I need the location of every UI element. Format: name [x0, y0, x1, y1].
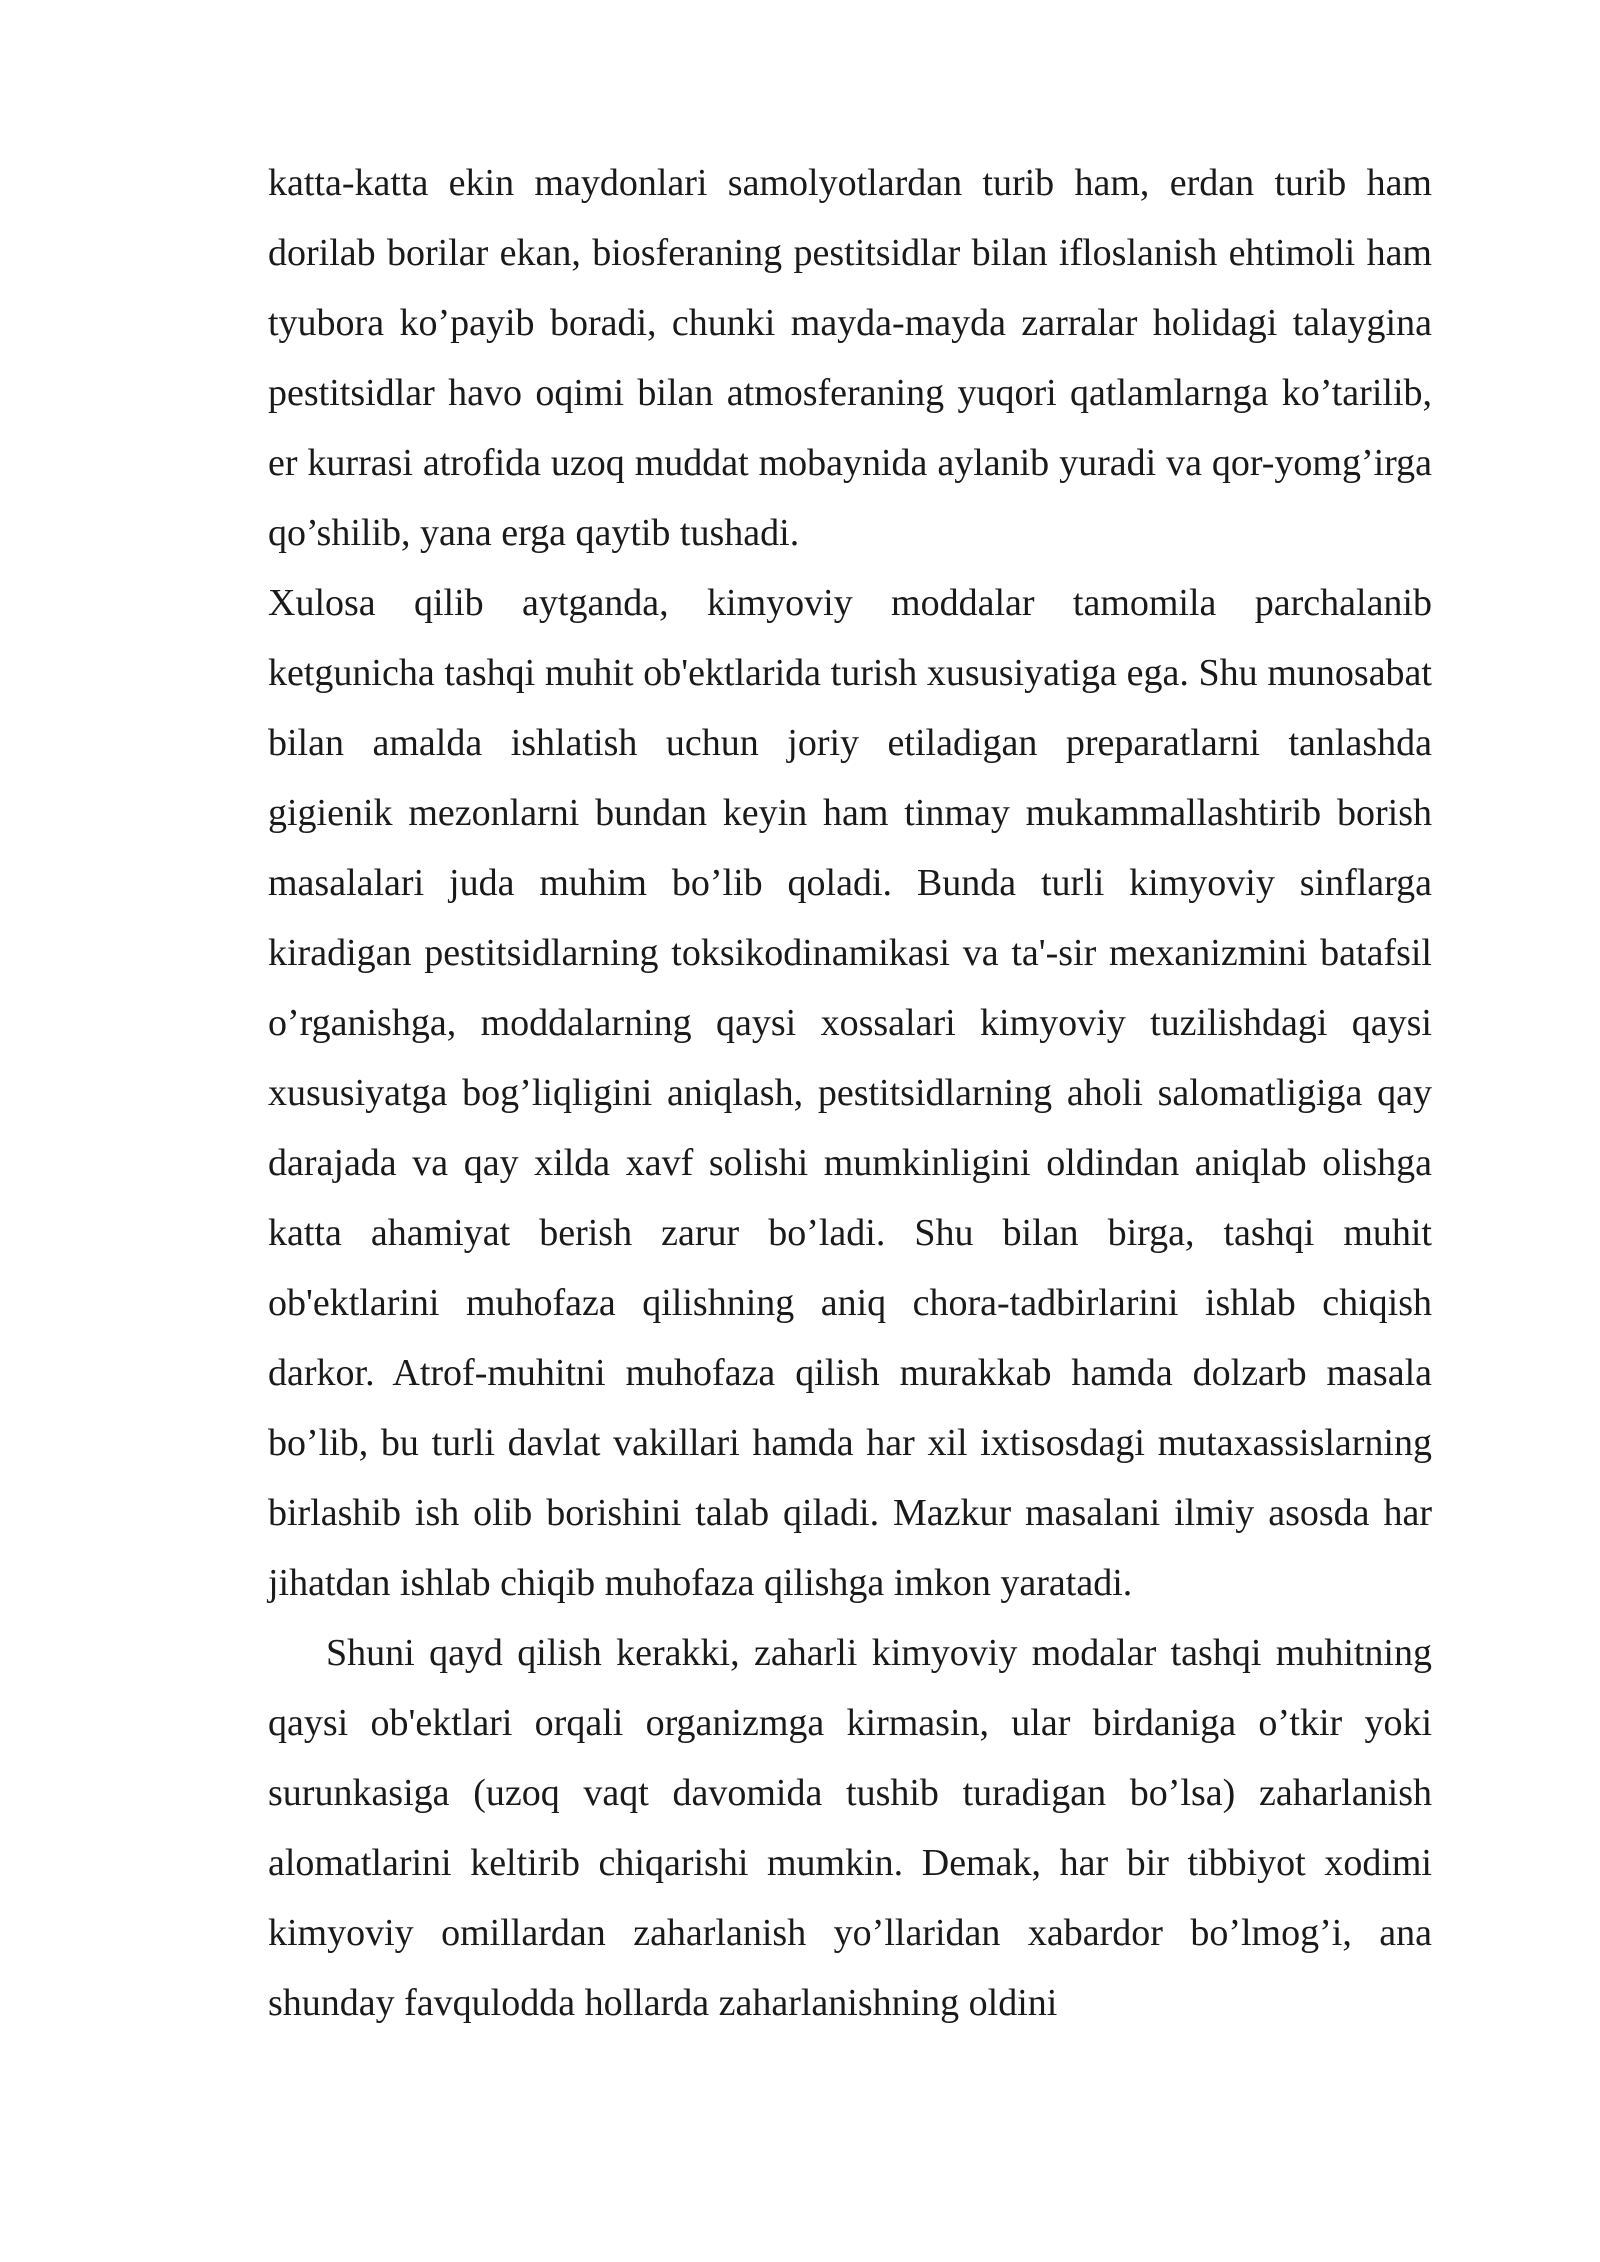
paragraph-conclusion: Xulosa qilib aytganda, kimyoviy moddalar tamomila parchalanib ketgunicha tashqi muhit ob'ektlarida turish xususiyatiga ega. Shu munosabat bilan amalda ishlatish uchun joriy etiladigan preparatlarni tanlashda gigienik mezonlarni bundan keyin ham tinmay mukammallashtirib borish masalalari juda muhim bo’lib qoladi. Bunda turli kimyoviy sinflarga kiradigan pestitsidlarning toksikodinamikasi va ta'-sir mexanizmini batafsil o’rganishga, moddalarning qaysi xossalari kimyoviy tuzilishdagi qaysi xususiyatga bog’liqligini aniqlash, pestitsidlarning aholi salomatligiga qay darajada va qay xilda xavf solishi mumkinligini oldindan aniqlab olishga katta ahamiyat berish zarur bo’ladi. Shu bilan birga, tashqi muhit ob'ektlarini muhofaza qilishning aniq chora-tadbirlarini ishlab chiqish darkor. Atrof-muhitni muhofaza qilish murakkab hamda dolzarb masala bo’lib, bu turli davlat vakillari hamda har xil ixtisosdagi mutaxassislarning birlashib ish olib borishini talab qiladi. Mazkur masalani ilmiy asosda har jihatdan ishlab chiqib muhofaza qilishga imkon yaratadi. — [268, 582, 1432, 1604]
paragraph-poisoning: Shuni qayd qilish kerakki, zaharli kimyoviy modalar tashqi muhitning qaysi ob'ektlari orqali organizmga kirmasin, ular birdaniga o’tkir yoki surunkasiga (uzoq vaqt davomida tushib turadigan bo’lsa) zaharlanish alomatlarini keltirib chiqarishi mumkin. Demak, har bir tibbiyot xodimi kimyoviy omillardan zaharlanish yo’llaridan xabardor bo’lmog’i, ana shunday favqulodda hollarda zaharlanishning oldini — [268, 1632, 1432, 2024]
paragraph-continuation: katta-katta ekin maydonlari samolyotlardan turib ham, erdan turib ham dorilab borilar ekan, biosferaning pestitsidlar bilan ifloslanish ehtimoli ham tyubora ko’payib boradi, chunki mayda-mayda zarralar holidagi talaygina pestitsidlar havo oqimi bilan atmosferaning yuqori qatlamlarnga ko’tarilib, er kurrasi atrofida uzoq muddat mobaynida aylanib yuradi va qor-yomg’irga qo’shilib, yana erga qaytib tushadi. — [268, 162, 1432, 554]
body-text — [268, 148, 1432, 2038]
